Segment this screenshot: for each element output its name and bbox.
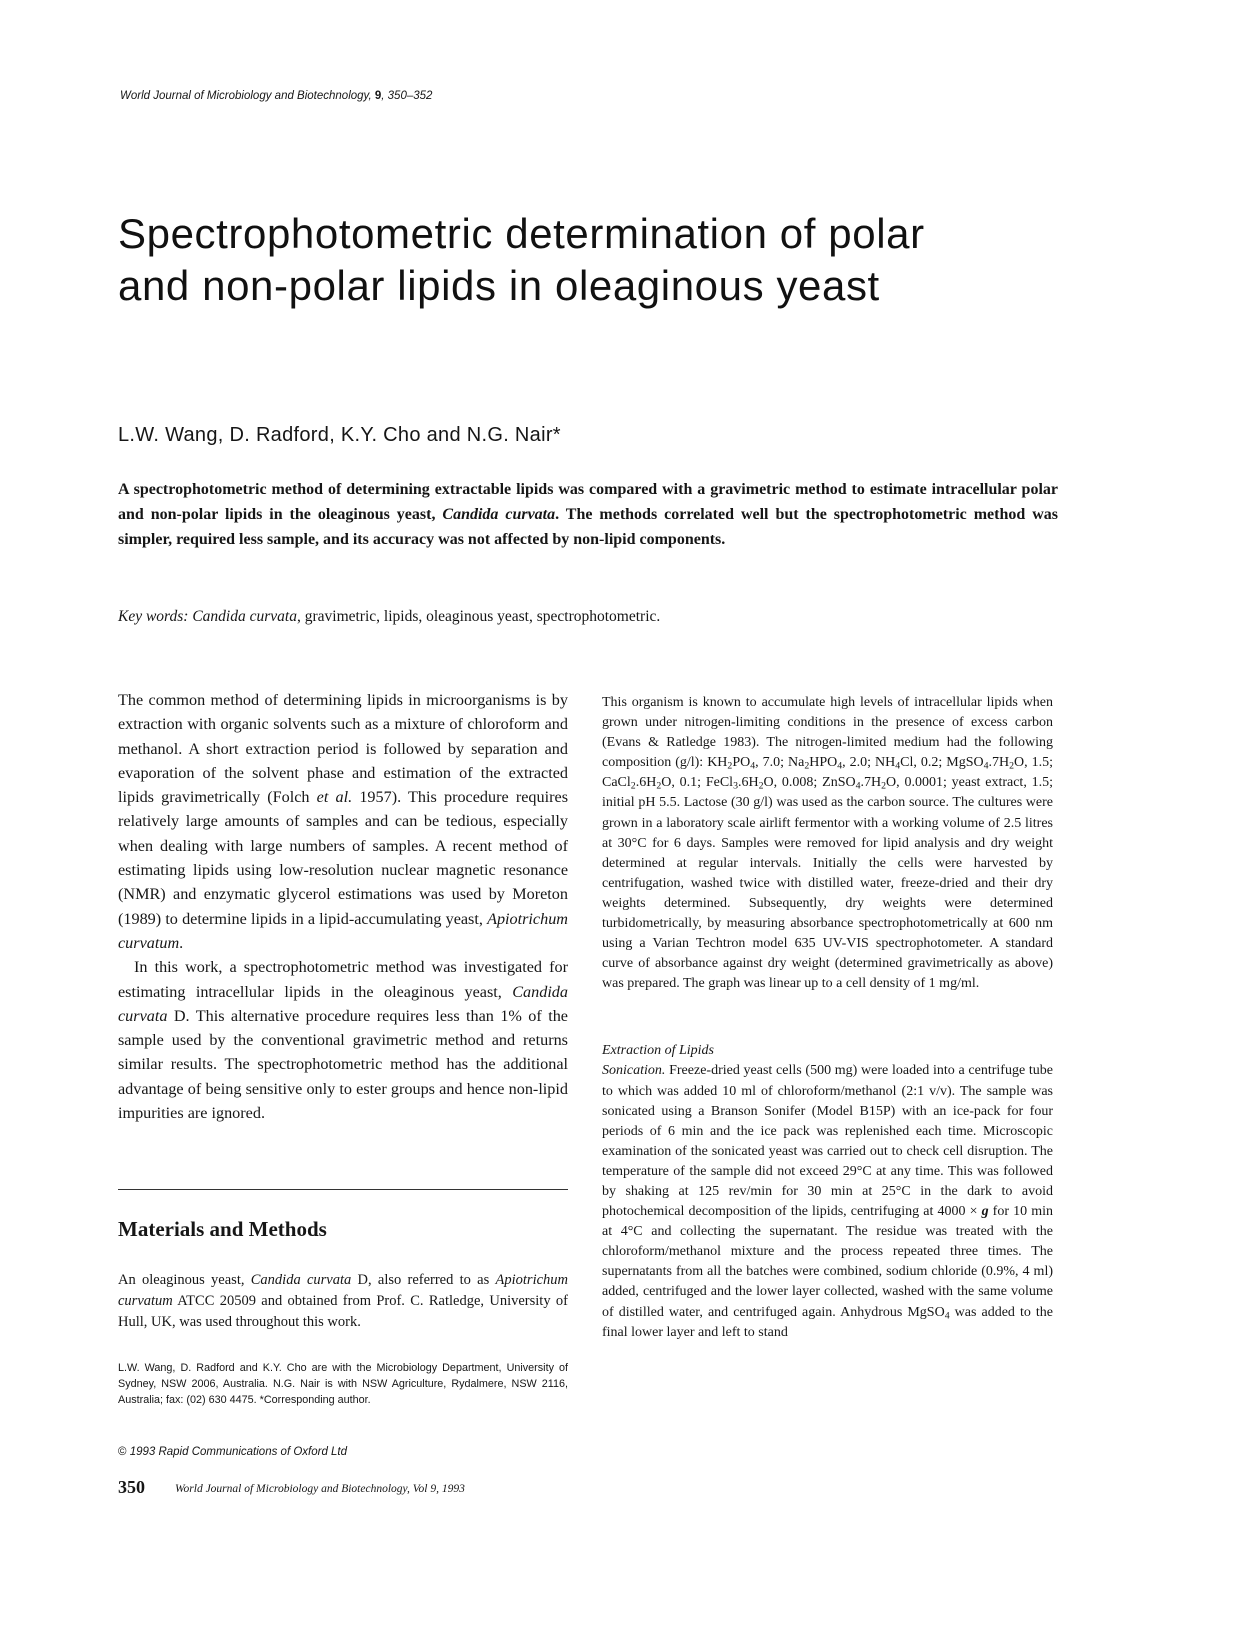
keywords-species: Candida curvata — [192, 608, 297, 625]
right-column — [602, 693, 1053, 1343]
formula-text: FeCl — [705, 775, 734, 791]
formula-text: PO — [732, 755, 751, 771]
paper-title — [118, 208, 1118, 312]
formula-subscript: 2 — [630, 780, 636, 792]
keywords-rest: , gravimetric, lipids, oleaginous yeast, spectrophotometric. — [296, 608, 661, 625]
abstract — [118, 477, 1058, 552]
formula-text: O, 1.5; — [1014, 755, 1054, 771]
methods-paragraph-2 — [602, 1061, 1053, 1342]
formula-text: O, 0.008; — [763, 775, 823, 791]
subheading-extraction: Extraction of Lipids — [602, 1043, 714, 1059]
materials-text-c: ATCC 20509 and obtained from Prof. C. Ratledge, University of Hull, UK, was used throughout this work. — [118, 1293, 568, 1330]
left-column — [118, 688, 568, 1125]
keywords-label: Key words: — [118, 608, 189, 625]
formula-text: O, 0.0001; — [886, 775, 952, 791]
formula-subscript: 4 — [944, 1309, 950, 1321]
formula-subscript: 4 — [855, 780, 861, 792]
intro-p2-text-b: D. This alternative procedure requires less than 1% of the sample used by the conventional gravimetric method and returns similar results. The spectrophotometric method has the additional advantage of being sensitive only to ester groups and hence non-lipid impurities are ignored. — [118, 1006, 568, 1123]
formula-text: KH — [707, 755, 728, 771]
methods-p2-text-a: Freeze-dried yeast cells (500 mg) were loaded into a centrifuge tube to which was added 10 ml of chloroform/methanol (2:1 v/v). The sample was sonicated using a Branson Sonifer (Model B15P) with an ice-pack for four periods of 6 min and the ice pack was replenished each time. Microscopic examination of the sonicated yeast was carried out to check cell disruption. The temperature of the sample did not exceed 29°C at any time. This was followed by shaking at 125 rev/min for 30 min at 25°C in the dark to avoid photochemical decomposition of the lipids, centrifuging at 4000 × — [602, 1063, 1053, 1220]
formula-text: .7H — [988, 755, 1010, 771]
intro-p1-text-b: 1957). This procedure requires relatively large amounts of samples and can be tedious, especially when dealing with large numbers of samples. A recent method of estimating lipids using low-resolution nuclear magnetic resonance (NMR) and enzymatic glycerol estimations was used by Moreton (1989) to determine lipids in a lipid-accumulating yeast, — [118, 788, 568, 928]
intro-paragraph-1 — [118, 688, 568, 955]
intro-p1-text-c: . — [179, 933, 184, 952]
methods-p2-text-b: for 10 min at 4°C and collecting the supernatant. The residue was treated with the chloroform/methanol mixture and the process repeated three times. The supernatants from all the batches were combined, sodium chloride (0.9%, 4 ml) added, centrifuged and the lower layer collected, washed with the same volume of distilled water, and centrifuged again. Anhydrous — [602, 1204, 1053, 1320]
formula-text: MgSO — [946, 755, 984, 771]
formula-text: ZnSO — [822, 775, 856, 791]
journal-header-text: World Journal of Microbiology and Biotechnology, — [120, 90, 372, 102]
copyright-text: 1993 Rapid Communications of Oxford Ltd — [129, 1446, 348, 1458]
formula-text: , 2.0; — [842, 755, 876, 771]
abstract-species: Candida curvata — [442, 506, 556, 523]
formula-subscript: 4 — [750, 760, 756, 772]
journal-header — [120, 90, 432, 102]
formula-text: HPO — [809, 755, 838, 771]
run-in-heading-sonication: Sonication. — [602, 1063, 666, 1079]
abstract-text-2: . The methods correlated well but the spectrophotometric method was simpler, required less sample, and its accuracy was not affected by non-lipid components. — [118, 506, 1059, 548]
materials-paragraph — [118, 1270, 568, 1333]
formula-subscript: 4 — [837, 760, 843, 772]
intro-p1-species: Apiotrichum curvatum — [118, 909, 568, 952]
intro-p1-etal: et al. — [316, 788, 353, 807]
formula-text: O, 0.1; — [661, 775, 706, 791]
formula-subscript: 2 — [727, 760, 733, 772]
author-affiliation-footnote: L.W. Wang, D. Radford and K.Y. Cho are with the Microbiology Department, University of Sydney, NSW 2006, Australia. N.G. Nair is with NSW Agriculture, Rydalmere, NSW 2116, Australia; fax: (02) 630 4475. *Corresponding author. — [118, 1362, 568, 1406]
title-line-1: Spectrophotometric determination of polar — [118, 210, 925, 257]
formula-subscript: 2 — [881, 780, 887, 792]
materials-species-2: Apiotrichum curvatum — [118, 1272, 569, 1309]
intro-p2-species: Candida curvata — [118, 982, 568, 1025]
formula-text: MgSO — [907, 1304, 945, 1320]
methods-paragraph-1 — [602, 693, 1053, 994]
intro-p1-text-a: The common method of determining lipids in microorganisms is by extraction with organic solvents such as a mixture of chloroform and methanol. A short extraction period is followed by separation and evaporation of the solvent phase and estimation of the extracted lipids gravimetrically (Folch — [118, 691, 568, 807]
formula-text: CaCl — [602, 775, 631, 791]
methods-p1-text-a: This organism is known to accumulate high levels of intracellular lipids when grown under nitrogen-limiting conditions in the presence of excess carbon (Evans & Ratledge 1983). The nitrogen-limited medium had the following composition (g/l): — [602, 695, 1053, 771]
methods-p2-text-c: was added to the final lower layer and left to stand — [602, 1304, 1054, 1340]
formula-text: .6H — [737, 775, 759, 791]
materials-species-1: Candida curvata — [250, 1272, 352, 1288]
formula-text: .6H — [635, 775, 657, 791]
footer-journal: World Journal of Microbiology and Biotechnology, Vol 9, 1993 — [175, 1483, 465, 1495]
formula-text: Cl, 0.2; — [900, 755, 947, 771]
formula-subscript: 4 — [983, 760, 989, 772]
journal-pages: , 350–352 — [381, 90, 433, 102]
intro-p2-text-a: In this work, a spectrophotometric method was investigated for estimating intracellular lipids in the oleaginous yeast, — [118, 958, 568, 1001]
title-line-2: and non-polar lipids in oleaginous yeast — [118, 262, 880, 309]
formula-text: Na — [788, 755, 805, 771]
formula-subscript: 2 — [656, 780, 662, 792]
materials-text-a: An oleaginous yeast, — [118, 1272, 251, 1288]
abstract-text-1: A spectrophotometric method of determining extractable lipids was compared with a gravimetric method to estimate intracellular polar and non-polar lipids in the oleaginous yeast, — [118, 481, 1058, 523]
g-force-symbol: g — [981, 1204, 989, 1220]
formula-text: NH — [875, 755, 896, 771]
journal-volume: 9 — [374, 90, 382, 102]
copyright-symbol: © — [118, 1446, 127, 1458]
copyright-notice — [118, 1446, 347, 1458]
formula-subscript: 2 — [1009, 760, 1015, 772]
formula-subscript: 2 — [804, 760, 810, 772]
formula-subscript: 2 — [758, 780, 764, 792]
methods-p1-text-b: yeast extract, 1.5; initial pH 5.5. Lactose (30 g/l) was used as the carbon source. The cultures were grown in a laboratory scale airlift fermentor with a working volume of 2.5 litres at 30°C for 6 days. Samples were removed for lipid analysis and dry weight determined at regular intervals. Initially the cells were harvested by centrifugation, washed twice with distilled water, freeze-dried and their dry weights determined. Subsequently, dry weights were determined turbidometrically, by measuring absorbance spectrophotometrically at 600 nm using a Varian Techtron model 635 UV-VIS spectrophotometer. A standard curve of absorbance against dry weight (determined gravimetrically as above) was prepared. The graph was linear up to a cell density of 1 mg/ml. — [602, 775, 1054, 992]
formula-subscript: 3 — [733, 780, 738, 792]
keywords — [118, 606, 1058, 628]
section-heading-materials: Materials and Methods — [118, 1217, 327, 1241]
materials-text-b: D, also referred to as — [351, 1272, 496, 1288]
section-divider — [118, 1189, 568, 1190]
page-number: 350 — [118, 1477, 145, 1497]
formula-text: .7H — [860, 775, 882, 791]
formula-text: , 7.0; — [755, 755, 788, 771]
authors: L.W. Wang, D. Radford, K.Y. Cho and N.G. Nair* — [118, 424, 561, 446]
formula-subscript: 4 — [895, 760, 901, 772]
intro-paragraph-2 — [118, 955, 568, 1125]
